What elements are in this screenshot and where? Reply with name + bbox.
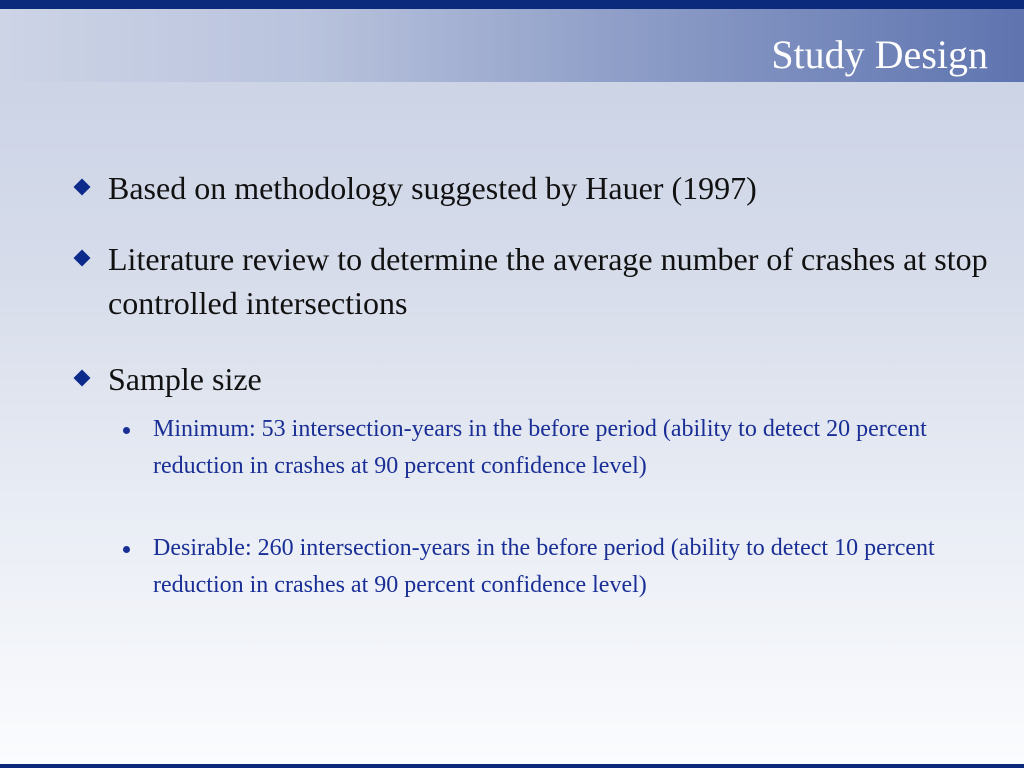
diamond-bullet-icon bbox=[74, 370, 91, 387]
sub-bullet-item bbox=[153, 530, 953, 604]
bullet-text: Based on methodology suggested by Hauer (1997) bbox=[108, 170, 757, 206]
slide-title: Study Design bbox=[771, 32, 988, 77]
sub-bullet-item bbox=[153, 411, 953, 485]
diamond-bullet-icon bbox=[74, 179, 91, 196]
bullet-text: Literature review to determine the average number of crashes at stop controlled intersections bbox=[108, 241, 988, 321]
top-rule bbox=[0, 0, 1024, 9]
title-band bbox=[0, 9, 1024, 82]
bullet-text: Sample size bbox=[108, 361, 262, 397]
sub-bullet-text: Desirable: 260 intersection-years in the before period (ability to detect 10 percent reduction in crashes at 90 percent confidence level) bbox=[153, 535, 935, 598]
dot-bullet-icon bbox=[123, 427, 130, 434]
dot-bullet-icon bbox=[123, 546, 130, 553]
bullet-item bbox=[108, 166, 988, 210]
sub-bullet-text: Minimum: 53 intersection-years in the before period (ability to detect 20 percent reduction in crashes at 90 percent confidence level) bbox=[153, 416, 927, 479]
bullet-item bbox=[108, 357, 988, 401]
bullet-item bbox=[108, 237, 988, 325]
bottom-rule bbox=[0, 764, 1024, 768]
diamond-bullet-icon bbox=[74, 250, 91, 267]
